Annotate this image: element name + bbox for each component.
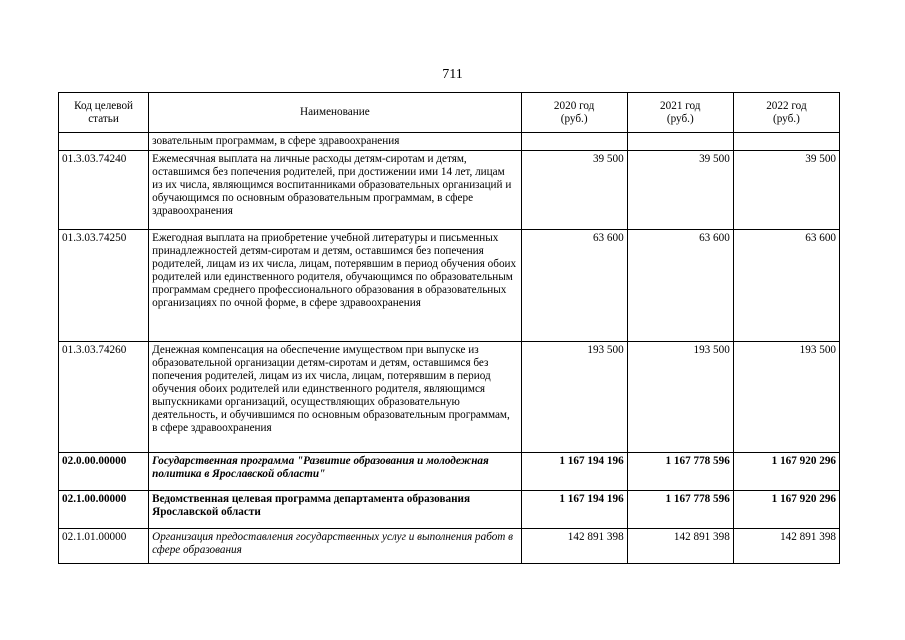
row-2020: 193 500 [521,342,627,453]
row-code [59,133,149,151]
row-code: 02.1.01.00000 [59,529,149,564]
row-2022: 63 600 [733,230,839,342]
header-2021: 2021 год (руб.) [627,93,733,133]
row-2020: 63 600 [521,230,627,342]
row-code: 02.0.00.00000 [59,453,149,491]
row-2022: 142 891 398 [733,529,839,564]
table-row [59,133,840,151]
row-2020: 39 500 [521,151,627,230]
row-2021: 1 167 778 596 [627,491,733,529]
row-2020 [521,133,627,151]
header-2020: 2020 год (руб.) [521,93,627,133]
row-name: Ежегодная выплата на приобретение учебной литературы и письменных принадлежностей детям-сиротам и детям, оставшимся без попечения родителей, лицам из их числа, лицам, потерявшим в период обучения обоих родителей или единственного родителя, обучающимся по образовательным программам среднего профессионального образования в образовательных организациях по очной форме, в сфере здравоохранения [149,230,521,342]
row-name: Государственная программа "Развитие образования и молодежная политика в Ярославской области" [149,453,521,491]
header-code: Код целевой статьи [59,93,149,133]
row-2021: 39 500 [627,151,733,230]
row-2020: 142 891 398 [521,529,627,564]
row-name: Организация предоставления государственных услуг и выполнения работ в сфере образования [149,529,521,564]
budget-table [58,92,840,564]
row-name: зовательным программам, в сфере здравоохранения [149,133,521,151]
row-code: 01.3.03.74260 [59,342,149,453]
table-row [59,453,840,491]
row-code: 01.3.03.74250 [59,230,149,342]
row-2022 [733,133,839,151]
table-header-row [59,93,840,133]
row-2021: 142 891 398 [627,529,733,564]
row-name: Ежемесячная выплата на личные расходы детям-сиротам и детям, оставшимся без попечения родителей, при достижении ими 14 лет, лицам из их числа, являющимся воспитанниками образовательных организаций и обучающимся по основным образовательным программам, в сфере здравоохранения [149,151,521,230]
row-2020: 1 167 194 196 [521,491,627,529]
table-row [59,529,840,564]
row-name: Ведомственная целевая программа департамента образования Ярославской области [149,491,521,529]
header-2022: 2022 год (руб.) [733,93,839,133]
table-row [59,342,840,453]
row-2021: 63 600 [627,230,733,342]
row-code: 01.3.03.74240 [59,151,149,230]
table-row [59,151,840,230]
table-row [59,491,840,529]
row-2021: 1 167 778 596 [627,453,733,491]
header-name: Наименование [149,93,521,133]
row-code: 02.1.00.00000 [59,491,149,529]
row-name: Денежная компенсация на обеспечение имуществом при выпуске из образовательной организации детям-сиротам и детям, оставшимся без попечения родителей, лицам из их числа, лицам, потерявшим в период обучения обоих родителей или единственного родителя, являющимся выпускниками организаций, осуществляющих образовательную деятельность, и обучившимся по основным образовательным программам, в сфере здравоохранения [149,342,521,453]
table-row [59,230,840,342]
row-2022: 1 167 920 296 [733,491,839,529]
row-2021 [627,133,733,151]
row-2022: 1 167 920 296 [733,453,839,491]
page-number: 711 [442,67,463,82]
row-2020: 1 167 194 196 [521,453,627,491]
row-2022: 193 500 [733,342,839,453]
row-2022: 39 500 [733,151,839,230]
row-2021: 193 500 [627,342,733,453]
